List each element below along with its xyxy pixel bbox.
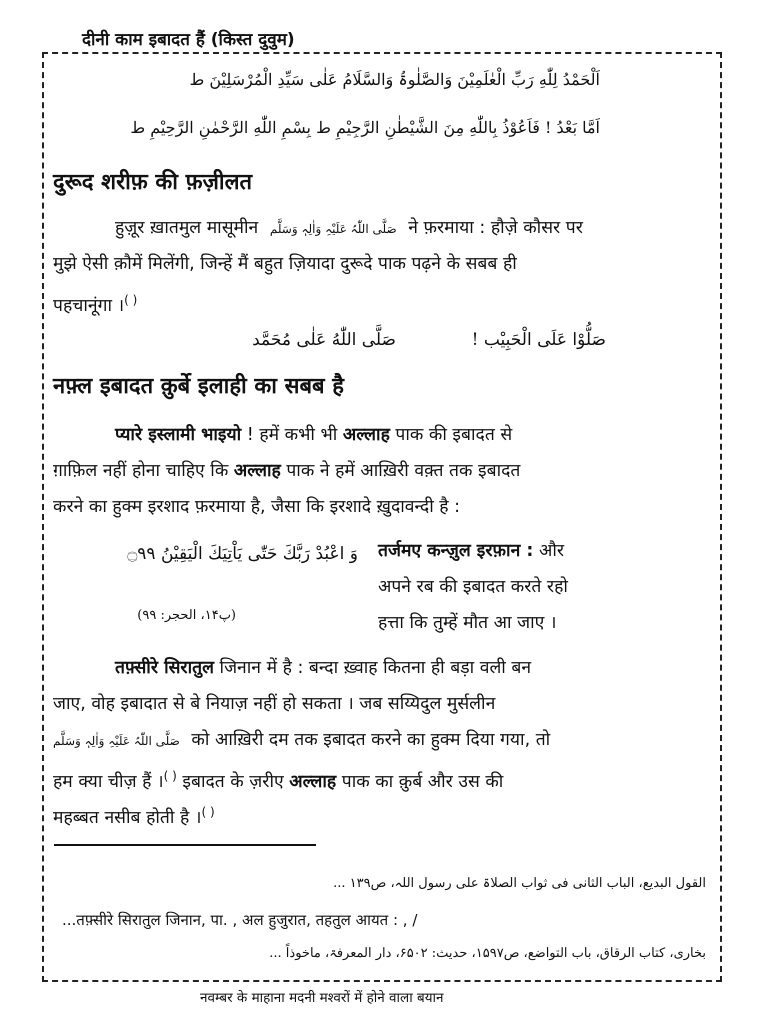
footnote-2: ...तफ़्सीरे सिरातुल जिनान, पा. , अल हुजुरात, तहतुल आयत : , / <box>62 911 418 929</box>
section3-line3-text: को आख़िरी दम तक इबादत करने का हुक्म दिया गया, तो <box>191 730 551 750</box>
section2-line1-text-2: पाक की इबादत से <box>389 425 513 445</box>
section1-line-1 <box>115 210 583 247</box>
reference-mark: ( ) <box>201 805 215 819</box>
translation-line-2: अपने रब की इबादत करते रहो <box>378 577 568 597</box>
footnote-divider <box>54 844 316 846</box>
section3-line5-text: महब्बत नसीब होती है । <box>53 807 202 828</box>
section1-line-3 <box>53 282 137 324</box>
translation-text-1: और <box>533 541 564 561</box>
translation-line-3: हत्ता कि तुम्हें मौत आ जाए । <box>378 613 557 633</box>
section2-line2-text-1: ग़ाफ़िल नहीं होना चाहिए कि <box>53 461 234 481</box>
section2-line-2 <box>53 453 520 489</box>
page-header-title: दीनी काम इबादत हैं (किस्त दुवुम) <box>82 30 295 50</box>
footnote-1: القول البدیع، الباب الثانی فی ثواب الصلاۃ علی رسول اللہ، ص۱۳۹ ... <box>333 876 706 891</box>
heading-nafl-worship: नफ़्ल इबादत क़ुर्बे इलाही का सबब है <box>53 374 344 399</box>
section3-line1-text: जिनान में है : बन्दा ख़्वाह कितना ही बड़ा वली बन <box>213 658 532 678</box>
section3-line-3 <box>53 722 550 759</box>
quran-verse: وَ اعْبُدْ رَبَّكَ حَتّٰى یَاْتِیَكَ الْیَقِیْنُ ۝۹۹ <box>127 544 358 564</box>
bold-tafseer-siratul: तफ़्सीरे सिरातुल <box>115 658 214 678</box>
section1-line1-text-a: हुज़ूर ख़ातमुल मासूमीन <box>115 218 259 238</box>
page-footer: नवम्बर के माहाना मदनी मश्वरों में होने वाला बयान <box>200 990 444 1006</box>
translation-label: तर्जमए कन्ज़ुल इरफ़ान : <box>378 541 534 561</box>
section3-line4-text-2: इबादत के ज़रीए <box>176 771 290 792</box>
section3-line4-text-1: हम क्या चीज़ हैं । <box>53 771 164 792</box>
sallu-alal-habib: صَلُّوْا عَلَی الْحَبِیْب ! <box>471 330 606 350</box>
section2-line2-text-2: पाक ने हमें आख़िरी वक़्त तक इबादत <box>280 461 521 481</box>
bold-allah: अल्लाह <box>233 461 281 481</box>
arabic-opening-line-1: اَلْحَمْدُ لِلّٰهِ رَبِّ الْعٰلَمِیْنَ وَالصَّلٰوۃُ وَالسَّلَامُ عَلٰی سَیِّدِ الْمُرْسَلِیْنَ ط <box>189 70 600 89</box>
salawat-inline: صَلَّی اللّٰہُ عَلَیْہِ وَاٰلِہٖ وَسَلَّم <box>269 222 397 236</box>
arabic-opening-line-2: اَمَّا بَعْدُ ! فَاَعُوْذُ بِاللّٰهِ مِنَ الشَّیْطٰنِ الرَّجِیْمِ ط بِسْمِ اللّٰهِ الرَّحْمٰنِ الرَّحِیْمِ ط <box>130 118 600 137</box>
reference-mark: ( ) <box>124 293 138 307</box>
section3-line-2: जाए, वोह इबादात से बे नियाज़ नहीं हो सकता । जब सय्यिदुल मुर्सलीन <box>53 694 496 714</box>
section3-line-1 <box>115 650 531 686</box>
section1-line1-text-b: ने फ़रमाया : हौज़े कौसर पर <box>408 218 583 238</box>
section2-line1-text-1: ! हमें कभी भी <box>241 425 343 445</box>
section1-line-2: मुझे ऐसी क़ौमें मिलेंगी, जिन्हें मैं बहुत ज़ियादा दुरूदे पाक पढ़ने के सबब ही <box>53 254 517 274</box>
footnote-3: بخاری، کتاب الرقاق، باب التواضع، ص۱۵۹۷، حدیث: ۶۵۰۲، دار المعرفۃ، ماخوذاً ... <box>269 946 706 961</box>
bold-pyare-islami-bhaiyo: प्यारे इस्लामी भाइयो <box>115 425 242 445</box>
salat-ala-muhammad: صَلَّی اللّٰهُ عَلٰی مُحَمَّد <box>252 330 396 350</box>
verse-reference: (پ۱۴، الحجر: ۹۹) <box>137 608 236 623</box>
reference-mark: ( ) <box>163 769 177 783</box>
translation-line-1 <box>378 533 564 569</box>
section3-line4-text-3: पाक का क़ुर्ब और उस की <box>336 771 504 792</box>
section3-line-5 <box>53 794 215 836</box>
bold-allah: अल्लाह <box>342 425 390 445</box>
section2-line-3: करने का हुक्म इरशाद फ़रमाया है, जैसा कि इरशादे ख़ुदावन्दी है : <box>53 497 461 517</box>
section1-line3-text: पहचानूंगा । <box>53 295 125 316</box>
heading-durood-virtue: दुरूद शरीफ़ की फ़ज़ीलत <box>53 170 253 195</box>
bold-allah: अल्लाह <box>289 771 337 792</box>
section2-line-1 <box>115 417 512 453</box>
salawat-inline: صَلَّی اللّٰہُ عَلَیْہِ وَاٰلِہٖ وَسَلَّم <box>53 734 180 748</box>
